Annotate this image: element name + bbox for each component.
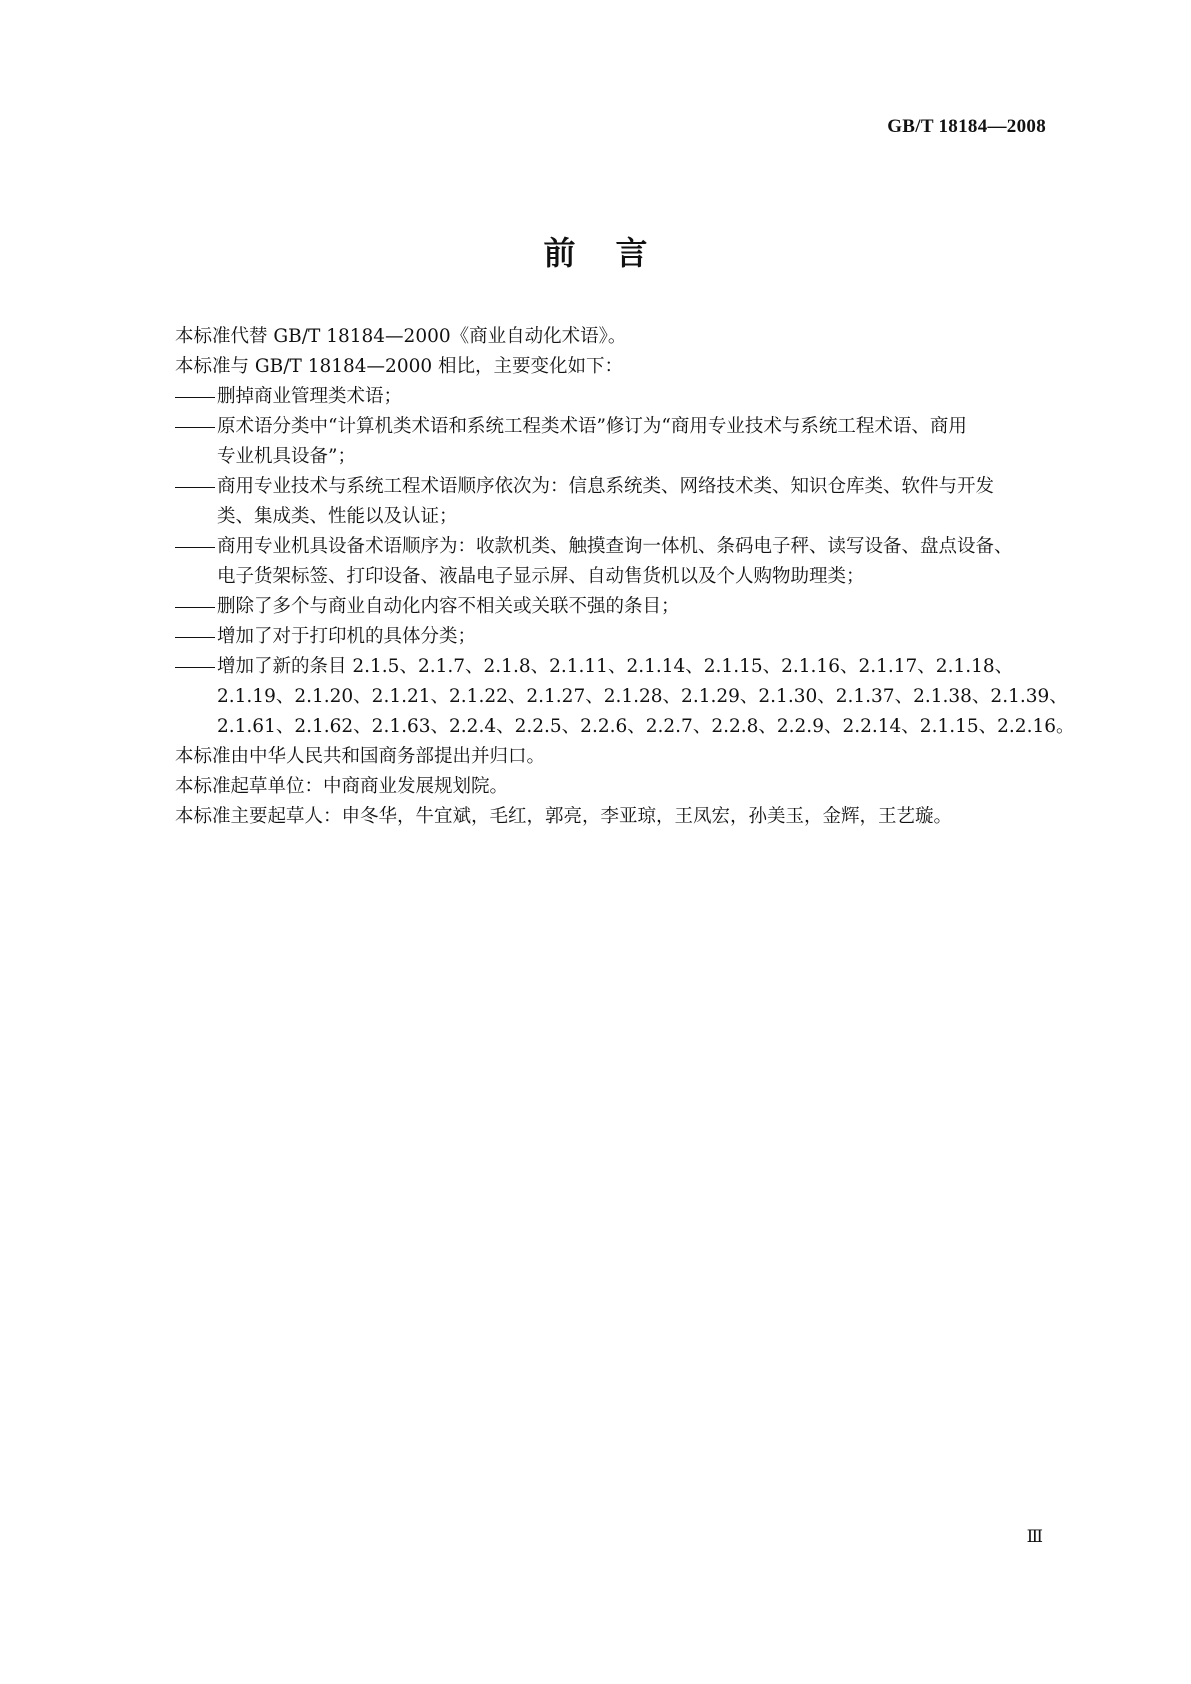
change-item bbox=[175, 592, 1055, 622]
change-line: 专业机具设备”； bbox=[217, 446, 356, 467]
paragraph-changes-intro: 本标准与 GB/T 18184—2000 相比，主要变化如下： bbox=[175, 356, 624, 377]
change-line: 商用专业技术与系统工程术语顺序依次为：信息系统类、网络技术类、知识仓库类、软件与开发 bbox=[217, 476, 995, 497]
paragraph-replacement: 本标准代替 GB/T 18184—2000《商业自动化术语》。 bbox=[175, 326, 627, 347]
page-number: Ⅲ bbox=[1026, 1527, 1043, 1546]
change-line: 类、集成类、性能以及认证； bbox=[217, 506, 458, 527]
paragraph-proposer: 本标准由中华人民共和国商务部提出并归口。 bbox=[175, 746, 546, 767]
document-body bbox=[175, 322, 1075, 832]
change-line: 电子货架标签、打印设备、液晶电子显示屏、自动售货机以及个人购物助理类； bbox=[217, 566, 865, 587]
em-dash-marker bbox=[175, 487, 215, 488]
change-line: 原术语分类中“计算机类术语和系统工程类术语”修订为“商用专业技术与系统工程术语、商用 bbox=[217, 416, 967, 437]
em-dash-marker bbox=[175, 637, 215, 638]
paragraph-drafting-unit: 本标准起草单位：中商商业发展规划院。 bbox=[175, 776, 509, 797]
change-item bbox=[175, 412, 1055, 472]
em-dash-marker bbox=[175, 397, 215, 398]
em-dash-marker bbox=[175, 547, 215, 548]
standard-code: GB/T 18184—2008 bbox=[887, 116, 1046, 137]
change-line: 增加了新的条目 2.1.5、2.1.7、2.1.8、2.1.11、2.1.14、2.1.15、2.1.16、2.1.17、2.1.18、 bbox=[217, 656, 1014, 677]
change-item bbox=[175, 472, 1055, 532]
paragraph-drafters: 本标准主要起草人：申冬华，牛宜斌，毛红，郭亮，李亚琼，王凤宏，孙美玉，金辉，王艺璇。 bbox=[175, 806, 953, 827]
em-dash-marker bbox=[175, 667, 215, 668]
change-line: 2.1.61、2.1.62、2.1.63、2.2.4、2.2.5、2.2.6、2.2.7、2.2.8、2.2.9、2.2.14、2.1.15、2.2.16。 bbox=[217, 716, 1075, 737]
page-title: 前言 bbox=[543, 234, 688, 272]
change-item bbox=[175, 622, 1055, 652]
change-line: 增加了对于打印机的具体分类； bbox=[217, 626, 477, 647]
change-line: 2.1.19、2.1.20、2.1.21、2.1.22、2.1.27、2.1.28、2.1.29、2.1.30、2.1.37、2.1.38、2.1.39、 bbox=[217, 686, 1068, 707]
change-line: 商用专业机具设备术语顺序为：收款机类、触摸查询一体机、条码电子秤、读写设备、盘点设备、 bbox=[217, 536, 1013, 557]
em-dash-marker bbox=[175, 427, 215, 428]
change-line: 删除了多个与商业自动化内容不相关或关联不强的条目； bbox=[217, 596, 680, 617]
em-dash-marker bbox=[175, 607, 215, 608]
change-item bbox=[175, 652, 1075, 742]
change-item bbox=[175, 532, 1055, 592]
change-item bbox=[175, 382, 1055, 412]
change-line: 删掉商业管理类术语； bbox=[217, 386, 403, 407]
